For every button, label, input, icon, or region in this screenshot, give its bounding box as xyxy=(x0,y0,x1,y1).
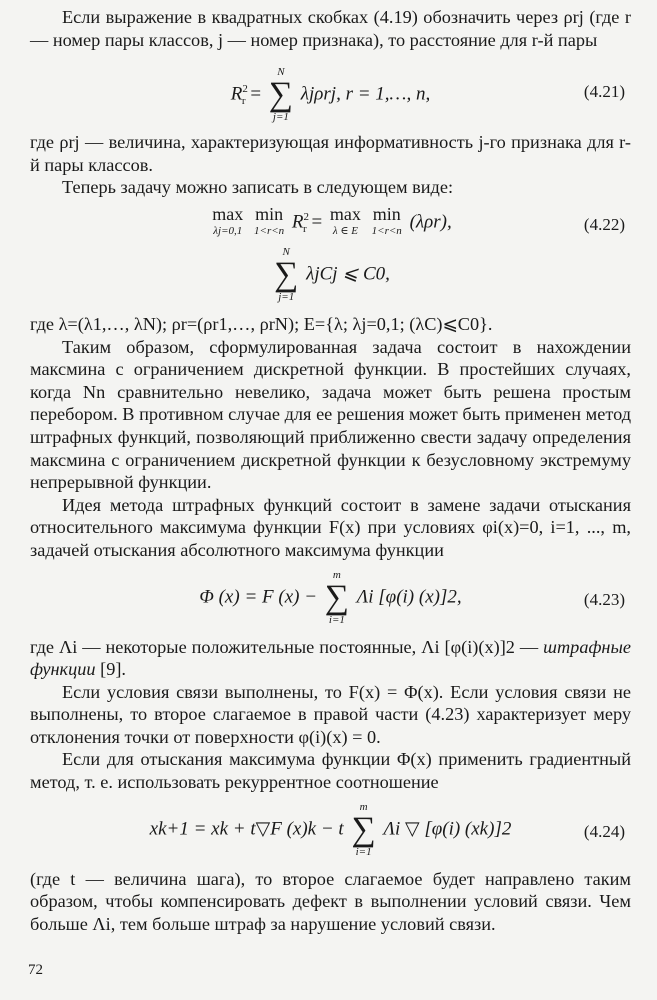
paragraph-7-citation: [9]. xyxy=(95,659,126,680)
eq422b-sum-upper: N xyxy=(282,245,290,258)
eq421-body: λjρrj, xyxy=(300,83,341,105)
sigma-symbol: ∑ xyxy=(274,255,299,293)
eq424-body: Λi ▽ [φ(i) (xk)]2 xyxy=(383,818,512,840)
penalty-functions-term: штрафные функции xyxy=(30,636,631,680)
eq423-sum xyxy=(325,570,349,626)
eq424-number: (4.24) xyxy=(583,821,625,841)
eq423-lhs: Φ (x) = F (x) − xyxy=(199,585,318,607)
eq421-sum-upper: N xyxy=(277,66,285,79)
min-operator: min xyxy=(372,203,401,224)
sigma-symbol: ∑ xyxy=(324,578,350,616)
min-subscript: 1<r<n xyxy=(371,224,402,237)
paragraph-5: Таким образом, сформулированная задача состоит в нахождении максмина с ограничением дискретной функции. В простейших случаях, когда Nn сравнительно невелико, задача может быть решена простым перебором. В противном случае для ее решения может быть применен метод штрафных функций, позволяющий приближенно свести задачу определения максмина с ограничением дискретной функции к безусловному экстремуму непрерывной функции. xyxy=(30,336,631,493)
eq424-sum-upper: m xyxy=(359,800,368,813)
min-operator: min xyxy=(255,203,284,224)
eq421-lhs-sub: r xyxy=(241,95,246,108)
eq422-min2 xyxy=(372,205,402,237)
eq422-equals: = xyxy=(311,211,323,233)
equation-4-22-constraint xyxy=(30,247,631,307)
paragraph-6: Идея метода штрафных функций состоит в замене задачи отыскания относительного максимума функции F(x) при условиях φi(x)=0, i=1, ..., m, задачей отыскания абсолютного максимума функции xyxy=(30,494,631,560)
eq424-lhs: xk+1 = xk + t▽F (x)k − t xyxy=(149,818,344,840)
eq423-sum-lower: i=1 xyxy=(328,613,345,626)
eq424-sum-lower: i=1 xyxy=(355,845,372,858)
paragraph-8: Если условия связи выполнены, то F(x) = Φ(x). Если условия связи не выполнены, то второе слагаемое в правой части (4.23) характеризует меру отклонения точки от поверхности φ(i)(x) = 0. xyxy=(30,681,631,747)
eq421-equals: = xyxy=(250,83,262,105)
min-subscript: 1<r<n xyxy=(254,224,285,237)
eq422-min1 xyxy=(254,205,284,237)
eq421-lhs: R xyxy=(230,83,243,105)
equation-4-21 xyxy=(30,61,631,123)
eq422b-body: λjCj ⩽ C0, xyxy=(306,263,390,285)
eq423-sum-upper: m xyxy=(332,568,341,581)
max-subscript: λ ∈ E xyxy=(332,224,358,237)
eq421-tail: r = 1,…, n, xyxy=(345,83,431,105)
paragraph-7-text: где Λi — некоторые положительные постоянные, Λi [φ(i)(x)]2 — xyxy=(30,636,539,657)
eq424-sum xyxy=(351,802,375,858)
max-operator: max xyxy=(329,203,361,224)
eq423-number: (4.23) xyxy=(583,589,625,609)
eq421-sum-lower: j=1 xyxy=(272,111,289,124)
eq421-lhs-sup: 2 xyxy=(242,83,248,96)
equation-4-23 xyxy=(30,570,631,630)
eq423-body: Λi [φ(i) (x)]2, xyxy=(356,585,462,607)
eq422b-sum-lower: j=1 xyxy=(278,290,295,303)
max-operator: max xyxy=(212,203,244,224)
paragraph-7 xyxy=(30,636,631,681)
sigma-symbol: ∑ xyxy=(268,76,294,114)
max-subscript: λj=0,1 xyxy=(213,224,243,237)
eq422-r2-sup: 2 xyxy=(303,210,310,223)
eq422-max2 xyxy=(330,205,361,237)
paragraph-4: где λ=(λ1,…, λN); ρr=(ρr1,…, ρrN); E={λ; λj=0,1; (λC)⩽C0}. xyxy=(30,313,493,334)
page-number: 72 xyxy=(28,962,43,978)
eq421-sum xyxy=(269,67,293,123)
eq422b-sum xyxy=(274,247,298,303)
paragraph-9: Если для отыскания максимума функции Φ(x) применить градиентный метод, т. е. использовать рекуррентное соотношение xyxy=(30,749,631,793)
equation-4-24 xyxy=(30,802,631,862)
eq422-max1 xyxy=(212,205,243,237)
paragraph-3: Теперь задачу можно записать в следующем виде: xyxy=(62,177,454,198)
eq422-number: (4.22) xyxy=(583,214,625,234)
paragraph-10: (где t — величина шага), то второе слагаемое будет направлено таким образом, чтобы компенсировать дефект в выполнении условий связи. Чем больше Λi, тем больше штраф за нарушение условий связи. xyxy=(30,868,631,934)
paragraph-1: Если выражение в квадратных скобках (4.19) обозначить через ρrj (где r — номер пары классов, j — номер признака), то расстояние для r-й пары xyxy=(30,7,631,50)
eq422-tail: (λρr), xyxy=(409,211,452,233)
eq421-number: (4.21) xyxy=(583,82,625,102)
equation-4-22 xyxy=(30,205,631,245)
paragraph-2: где ρrj — величина, характеризующая информативность j-го признака для r-й пары классов. xyxy=(30,132,631,175)
eq422-r2-sub: r xyxy=(303,223,307,236)
sigma-symbol: ∑ xyxy=(351,810,376,848)
eq422-r2: R xyxy=(291,211,304,233)
